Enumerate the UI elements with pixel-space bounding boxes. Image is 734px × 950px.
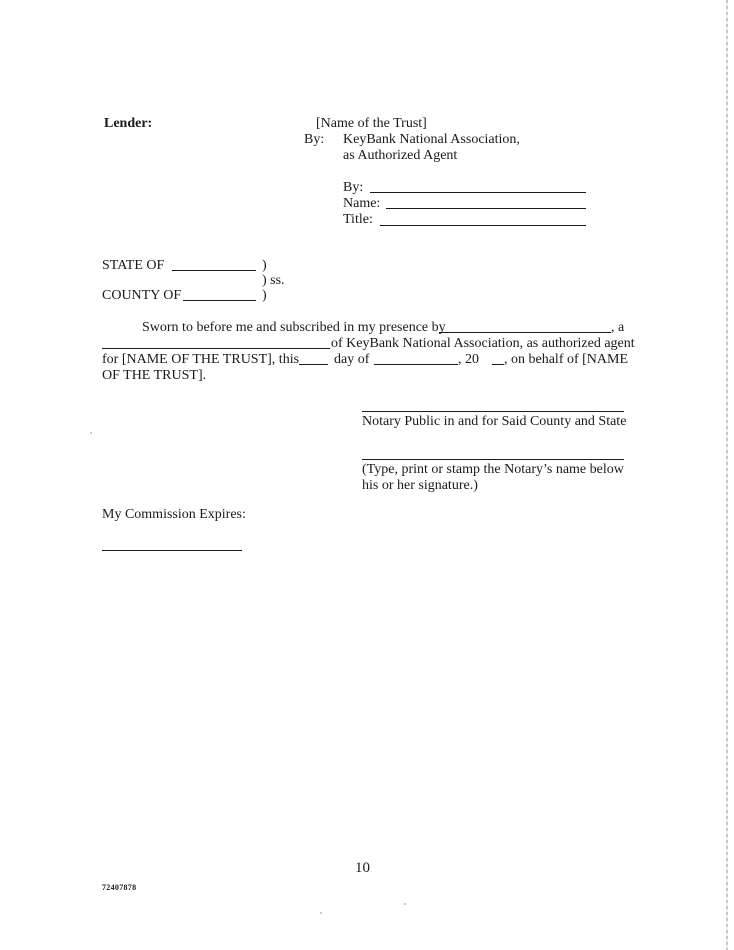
state-paren: ) <box>262 258 267 273</box>
jurat-line1-end: , a <box>611 320 625 335</box>
scan-speck <box>404 903 406 905</box>
jurat-line4: OF THE TRUST]. <box>102 368 207 383</box>
signature-by-label: By: <box>343 180 364 195</box>
signature-name-line[interactable] <box>386 208 586 209</box>
signature-title-line[interactable] <box>380 225 586 226</box>
day-blank[interactable] <box>299 364 328 365</box>
scan-speck <box>90 432 92 434</box>
notary-caption: Notary Public in and for Said County and State <box>362 414 627 429</box>
scan-edge-artifact <box>726 0 728 950</box>
ss-label: ) ss. <box>262 273 285 288</box>
county-paren: ) <box>262 288 267 303</box>
signature-title-label: Title: <box>343 212 373 227</box>
jurat-line3-b: day of <box>334 352 370 367</box>
notary-signature-line[interactable] <box>362 411 624 412</box>
jurat-line3-d: , on behalf of [NAME <box>504 352 629 367</box>
signature-name-label: Name: <box>343 196 381 211</box>
notary-type-line1: (Type, print or stamp the Notary’s name below <box>362 462 624 477</box>
county-label: COUNTY OF <box>102 288 182 303</box>
commission-label: My Commission Expires: <box>102 507 246 522</box>
year-blank[interactable] <box>492 364 504 365</box>
jurat-line3-a: for [NAME OF THE TRUST], this <box>102 352 300 367</box>
state-label: STATE OF <box>102 258 165 273</box>
jurat-line3-c: , 20 <box>458 352 479 367</box>
month-blank[interactable] <box>374 364 458 365</box>
document-id: 72407878 <box>102 883 137 892</box>
lender-label: Lender: <box>104 116 153 131</box>
notary-type-line2: his or her signature.) <box>362 478 478 493</box>
trust-name: [Name of the Trust] <box>316 116 427 131</box>
commission-expiry-line[interactable] <box>102 550 242 551</box>
affiant-name-blank[interactable] <box>439 332 611 333</box>
affiant-title-blank[interactable] <box>102 348 330 349</box>
scan-speck <box>320 912 322 914</box>
state-blank[interactable] <box>172 270 256 271</box>
county-blank[interactable] <box>183 300 256 301</box>
signature-by-line[interactable] <box>370 192 586 193</box>
jurat-line2-end: of KeyBank National Association, as authorized agent <box>331 336 635 351</box>
jurat-line1-start: Sworn to before me and subscribed in my presence by <box>142 320 446 335</box>
agent-role: as Authorized Agent <box>343 148 458 163</box>
page-number: 10 <box>355 860 370 876</box>
notary-name-line[interactable] <box>362 459 624 460</box>
agent-name: KeyBank National Association, <box>343 132 520 147</box>
lender-by-label: By: <box>304 132 325 147</box>
